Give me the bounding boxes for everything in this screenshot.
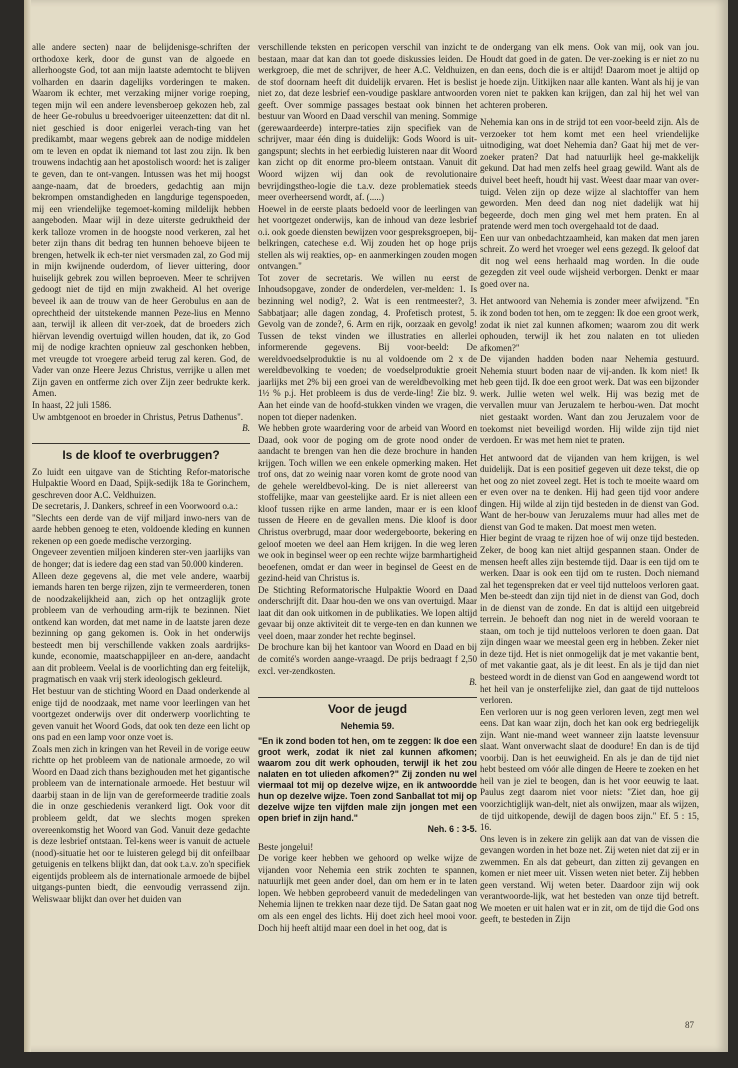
author-initial: B. — [242, 423, 250, 434]
paragraph: Een uur van onbedachtzaamheid, kan maken dat men jaren schreit. Zo werd het vroeger wel eens gezegd. Ik geloof dat dit nog wel eens herhaald mag worden. In die oude gezegden zit veel oude wijsheid verborgen. Denkt er maar goed over na. — [480, 232, 699, 289]
paragraph: Ons leven is in zekere zin gelijk aan dat van de vissen die gevangen worden in het boze net. Zij weten niet dat zij er in zwemmen. En als dat gebeurt, dan zitten zij gevangen en komen er niet meer uit. Vissen weten niet beter. Zij hebben geen verstand. Wij weten beter. Daardoor zijn wij ook verantwoorde-lijk, wat het besteden van onze tijd betreft. We moeten er uit halen wat er in zit, om de tijd die God ons geeft, te besteden in Zijn — [480, 833, 699, 925]
paragraph: De secretaris, J. Dankers, schreef in een Voorwoord o.a.: — [32, 501, 238, 512]
paragraph: De Stichting Reformatorische Hulpaktie Woord en Daad onderschrijft dit. Daar hou-den we ons van overtuigd. Maar laat dit dan ook uitkomen in de publikaties. We lopen altijd gevaar bij onze aktiviteit dit te verge-ten en dan kunnen we veel doen, maar zonder het rechte beginsel. — [258, 584, 477, 641]
paragraph: verschillende teksten en pericopen verschil van inzicht te bestaan, maar dat kan dan tot goede diskussies leiden. De werkgroep, die met de schrijver, de heer A.C. Veldhuizen, de stof doornam heeft dit duidelijk ervaren. Het is beslist niet zo, dat deze lesbrief een-voudige pasklare antwoorden geeft. Over sommige passages bestaat ook binnen het bestuur van Woord en Daad verschil van mening. Sommige (gerewaardeerde) interpre-taties zijn specifiek van de schrijver, maar één ding is duidelijk: Gods Woord is uit-gangspunt; slechts in het eerbiedig luisteren naar dit Woord kan zicht op dit enorme pro-bleem ontstaan. Vanuit dit Woord wijzen wij dan ook de revolutionaire bevrijdingstheo-logie die t.a.v. deze problematiek steeds meer overheersend wordt, af. (.....) — [258, 42, 477, 203]
greeting: Beste jongelui! — [258, 841, 314, 852]
scripture-reference: Neh. 6 : 3-5. — [427, 824, 477, 835]
paragraph: Tot zover de secretaris. We willen nu eerst de Inhoudsopgave, zonder de onderdelen, ver-melden: 1. Is bezinning wel nodig?, 2. Wat is een rentmeester?, 3. Sabbatjaar; alle dagen zondag, 4. Profetisch protest, 5. Gevolg van de zonde?, 6. Arm en rijk, oorzaak en gevolg! Tussen de tekst vinden we illustraties en allerlei informerende gegevens. Bij voor-beeld: De wereldvoedselproduktie is nu al voldoende om 2 x de wereldbevolking te voeden; de voedselproduktie groeit jaarlijks met 2% bij een groei van de wereldbevolking met 1½ % p.j. Het probleem is dus de verde-ling! Zie blz. 9. Aan het einde van de hoofd-stukken vinden we vragen, die nopen tot dieper nadenken. — [258, 272, 477, 422]
paragraph: Alleen deze gegevens al, die met vele andere, waarbij iemands haren ten berge rijzen, zijn te vermeerderen, tonen de noodzakelijkheid aan, zich op het ontzaglijk grote probleem van de verhouding arm-rijk te bezinnen. Niet ontkend kan worden, dat met name in de laatste jaren deze bezinning op gang gekomen is. Ook in het onderwijs besteedt men bij verschillende vakken zoals aardrijks-kunde, economie, maatschappijleer en an-dere, aandacht aan dit probleem. Veelal is de voorlichting dan erg feitelijk, pragmatisch en vaak vrij sterk ideologisch gekleurd. — [32, 570, 250, 685]
paragraph: Nehemia kan ons in de strijd tot een voor-beeld zijn. Als de verzoeker tot hem komt met een heel vriendelijke uitnodiging, wat doet Nehemia dan? Gaat hij met de ver-zoeker praten? Dat had natuurlijk heel ge-makkelijk gekund. Dat had men zelfs heel graag gewild. Want als de duivel beet heeft, houdt hij vast. Weest daar maar van over-tuigd. Velen zijn op deze wijze al slachtoffer van hem geworden. Men deed dan nog niet dadelijk wat hij begeerde, doch men ging wel met hem praten. En al pratende werd men toch overgehaald tot de daad. — [480, 117, 699, 232]
paragraph: Het bestuur van de stichting Woord en Daad onderkende al enige tijd de noodzaak, met name voor leerlingen van het voortgezet onderwijs over dit onderwerp voorlichting te geven vanuit het Woord Gods, dat ook ten deze een licht op ons pad en een lamp voor onze voet is. — [32, 685, 250, 743]
scripture-quote: "En ik zond boden tot hen, om te zeggen: Ik doe een groot werk, zodat ik niet zal kunnen afkomen; waarom zou dit werk ophouden, terwijl ik het zou nalaten en tot ulieden afkomen?" Zij zonden nu wel viermaal tot mij op dezelve wijze, en ik antwoordde hun op dezelve wijze. Toen zond Sanballat tot mij op dezelve wijze ten vijfden male zijn jongen met een open brief in zijn hand." — [258, 736, 477, 824]
paragraph: Zoals men zich in kringen van het Reveil in de vorige eeuw richtte op het probleem van de nationale armoede, zo wil Woord en Daad zich thans bezighouden met het gigantische probleem van de internationale armoede. Het bestuur wil daarbij staan in de lijn van de gereformeerde traditie zoals die in onze geschiedenis verankerd ligt. Ook voor dit probleem geldt, dat we slechts mogen spreken overeenkomstig het Woord van God. Vanuit deze gedachte is deze lesbrief ontstaan. Tel-kens weer is vanuit de actuele (nood)-situatie het oor te luisteren gelegd bij dit onfeilbaar getuigenis en telkens blijkt dan, dat ook t.a.v. zo'n specifiek eigentijds probleem als de internationale armoede de bijbel uitgangs-punten biedt, die eenvoudig verrassend zijn. Weliswaar blijkt dan over het duiden van — [32, 743, 250, 904]
paragraph: Het antwoord van Nehemia is zonder meer afwijzend. "En ik zond boden tot hen, om te zeggen: Ik doe een groot werk, zodat ik niet zal kunnen afkomen; waarom zou dit werk ophouden, terwijl ik het zou nalaten en tot ulieden afkomen?" — [480, 296, 699, 353]
section-subtitle: Nehemia 59. — [340, 720, 395, 731]
paragraph: Ongeveer zeventien miljoen kinderen ster-ven jaarlijks van de honger; dat is iedere dag een stad van 50.000 kinderen. — [32, 547, 250, 569]
section-heading: Voor de jeugd — [258, 697, 477, 716]
column-2 — [258, 42, 477, 934]
letter-text: alle andere secten) naar de belijdenisge-schriften der orthodoxe kerk, door de gunst van de algoede en allerhoogste God, tot aan mijn laatste ademtocht te blijven volharden en daarin dagelijks vorderingen te maken. Waarom ik echter, met verzaking mijner vorige roeping, tegen mijn wil een andere levensberoep gekozen heb, zal de heer Ge-robulus u breedvoeriger uiteenzetten: dat dit nl. niet geschied is door enigerlei verach-ting van het predikambt, maar wegens gebrek aan de nodige middelen om te leven en opdat ik niemand tot last zou zijn. Ik ben trouwens indachtig aan het apostolisch woord: het is zaliger te geven, dan te ont-vangen. Intussen was het mij hoogst aange-naam, dat de broeders, gedachtig aan mijn bekrompen omstandigheden en langdurige tegenspoeden, mij een vriendelijke tegemoet-koming mildelijk hebben aangeboden. Maar wijl in deze uiterste gedruktheid der kerk talloze vromen in de hoogste nood verkeren, zal het beter zijn thans dit bedrag ten hunnen behoeve bijeen te brengen, hetwelk ik ech-ter niet versmaden zal, zo God mij in mijn kwijnende ouderdom, of liever uittering, door huiselijk gebrek zou willen beproeven. Meer te schrijven gedoogt niet de tijd en mijn zwakheid. Al het overige beveel ik aan de trouw van de heer Gerobulus en aan de oprechtheid der uitstekende mannen Peze-lius en Menno aan, terwijl ik alleen dit ver-zoek, dat de broeders zich hiërvan levendig overtuigd willen houden, dat ik, zo God mij de nodige krachten opnieuw zal geschonken hebben, met vreugde tot vroegere arbeid terug zal keren. God, de Vader van onze Heere Jezus Christus, verrijke u allen met Zijn gaven en ontferme zich over Zijn zeer bedrukte kerk. Amen. — [32, 42, 250, 399]
letter-date: In haast, 22 juli 1586. — [32, 399, 112, 410]
page-number: 87 — [685, 1020, 694, 1030]
magazine-page — [24, 0, 728, 1052]
author-initial: B. — [469, 677, 477, 688]
column-1 — [32, 42, 250, 905]
paragraph: de ondergang van elk mens. Ook van mij, ook van jou. Houdt dat goed in de gaten. De ver-zoeking is er niet zo nu en dan eens, doch die is er altijd! Daarom moet je altijd op je hoede zijn. Uitkijken naar alle kanten. Want als hij je van voren niet te pakken kan krijgen, dan zal hij het wel van achteren proberen. — [480, 42, 699, 110]
paragraph: Hoewel in de eerste plaats bedoeld voor de leerlingen van het voortgezet onderwijs, kan de inhoud van deze lesbrief o.i. ook goede diensten bewijzen voor gespreksgroepen, bij-belkringen, catechese e.d. Wij zouden het op hoge prijs stellen als wij reakties, op- en aanmerkingen zouden mogen ontvangen." — [258, 203, 477, 272]
paragraph: "Slechts een derde van de vijf miljard inwo-ners van de aarde hebben genoeg te eten, voldoende kleding en kunnen rekenen op een goede medische verzorging. — [32, 512, 250, 546]
paragraph: De vijanden hadden boden naar Nehemia gestuurd. Nehemia stuurt boden naar de vij-anden. Ik kom niet! Ik heb geen tijd. Ik doe een groot werk. Dat was een bijzonder werk. Jullie weten wel welk. Hij was bezig met de vervallen muur van Jeruzalem te herbou-wen. Dat mocht niet gestaakt worden. Want dan zou Jeruzalem voor de toekomst niet beveiligd worden. Hij wilde zijn tijd niet verdoen. Er was met hem niet te praten. — [480, 354, 699, 446]
column-3 — [480, 42, 699, 926]
paragraph: Hier begint de vraag te rijzen hoe of wij onze tijd besteden. Zeker, de boog kan niet altijd gespannen staan. Onder de mensen heeft alles zijn bestemde tijd. Daar is een tijd om te werken. Daar is ook een tijd om te rusten. Doch niemand zal het tegenspreken dat er veel tijd nutteloos verloren gaat. Men be-steedt dan zijn tijd niet in de dienst van God, doch in de dienst van de zonde. En dat is altijd een uitgebreid terrein. Je behoeft dan nog niet in de wereld vooraan te staan, om toch je tijd nutteloos verloren te doen gaan. Dat zijn dingen waar we meestal geen erg in hebben. Zeker niet in deze tijd. Het is niet onmogelijk dat je met vakantie bent, of met vakantie gaat, als je dit leest. En als je tijd dan niet besteed wordt in de dienst van God en aangewend wordt tot het heil van je onsterfelijke ziel, dan gaat de tijd nutteloos verloren. — [480, 533, 699, 706]
paragraph: De brochure kan bij het kantoor van Woord en Daad en bij de comité's worden aange-vraagd. De prijs bedraagt f 2,50 excl. ver-zendkosten. — [258, 642, 477, 676]
letter-closing: Uw ambtgenoot en broeder in Christus, Petrus Dathenus". — [32, 411, 244, 422]
paragraph: We hebben grote waardering voor de arbeid van Woord en Daad, ook voor de poging om de grote nood onder de aandacht te brengen van hen die deze brochure in handen krijgen. Toch willen we een enkele opmerking maken. Het trof ons, dat zo weinig naar voren komt de grote nood van de gehele wereldbevol-king. De is niet allereerst van stoffelijke, maar van geestelijke aard. Er is niet alleen een kloof tussen rijke en arme landen, maar er is een kloof tussen de Heere en de gevallen mens. Die kloof is door Christus overbrugd, maar door wedergeboorte, bekering en geloof moeten we deel aan Hem krijgen. In die weg leren we ook in beginsel weer op een rechte wijze barmhartigheid beoefenen, omdat er dan weer in beginsel de Geest en de gezind-heid van Christus is. — [258, 423, 477, 584]
paragraph: Het antwoord dat de vijanden van hem krijgen, is wel duidelijk. Dat is een positief gegeven uit deze tekst, die op het oog zo niet zoveel zegt. Het is toch te moeite waard om er even over na te denken. Hij had geen tijd voor andere dingen. Hij wilde al zijn tijd besteden in de dienst van God. Want de her-bouw van Jeruzalems muur had alles met de dienst van God te maken. Dat moest men weten. — [480, 452, 699, 532]
paragraph: Zo luidt een uitgave van de Stichting Refor-matorische Hulpaktie Woord en Daad, Spijk-sedijk 18a te Gorinchem, geschreven door A.C. Veldhuizen. — [32, 466, 250, 500]
section-heading: Is de kloof te overbruggen? — [32, 443, 250, 462]
paragraph: Een verloren uur is nog geen verloren leven, zegt men wel eens. Dat kan waar zijn, doch het kan ook erg bedriegelijk zijn. Want nie-mand weet wanneer zijn laatste levensuur slaat. Want onverwacht slaat de doodure! En dan is de tijd voorbij. Dan is het eeuwigheid. En als je dan de tijd niet hebt besteed om vóór alle dingen de Heere te zoeken en het heil van je ziel te beogen, dan is het voor eeuwig te laat. Paulus zegt daarom niet voor niets: "Ziet dan, hoe gij voorzichtiglijk wan-delt, niet als onwijzen, maar als wijzen, de tijd uitkopende, dewijl de dagen boos zijn." Ef. 5 : 15, 16. — [480, 706, 699, 833]
paragraph: De vorige keer hebben we gehoord op welke wijze de vijanden voor Nehemia een strik zochten te spannen, natuurlijk met geen ander doel, dan om hem er in te laten lopen. We hebben geprobeerd vanuit de mededelingen van Nehemia lijnen te trekken naar deze tijd. De Satan gaat nog om als een engel des lichts. Hij doet zich heel mooi voor. Doch hij heeft altijd maar een doel in het oog, dat is — [258, 853, 477, 933]
